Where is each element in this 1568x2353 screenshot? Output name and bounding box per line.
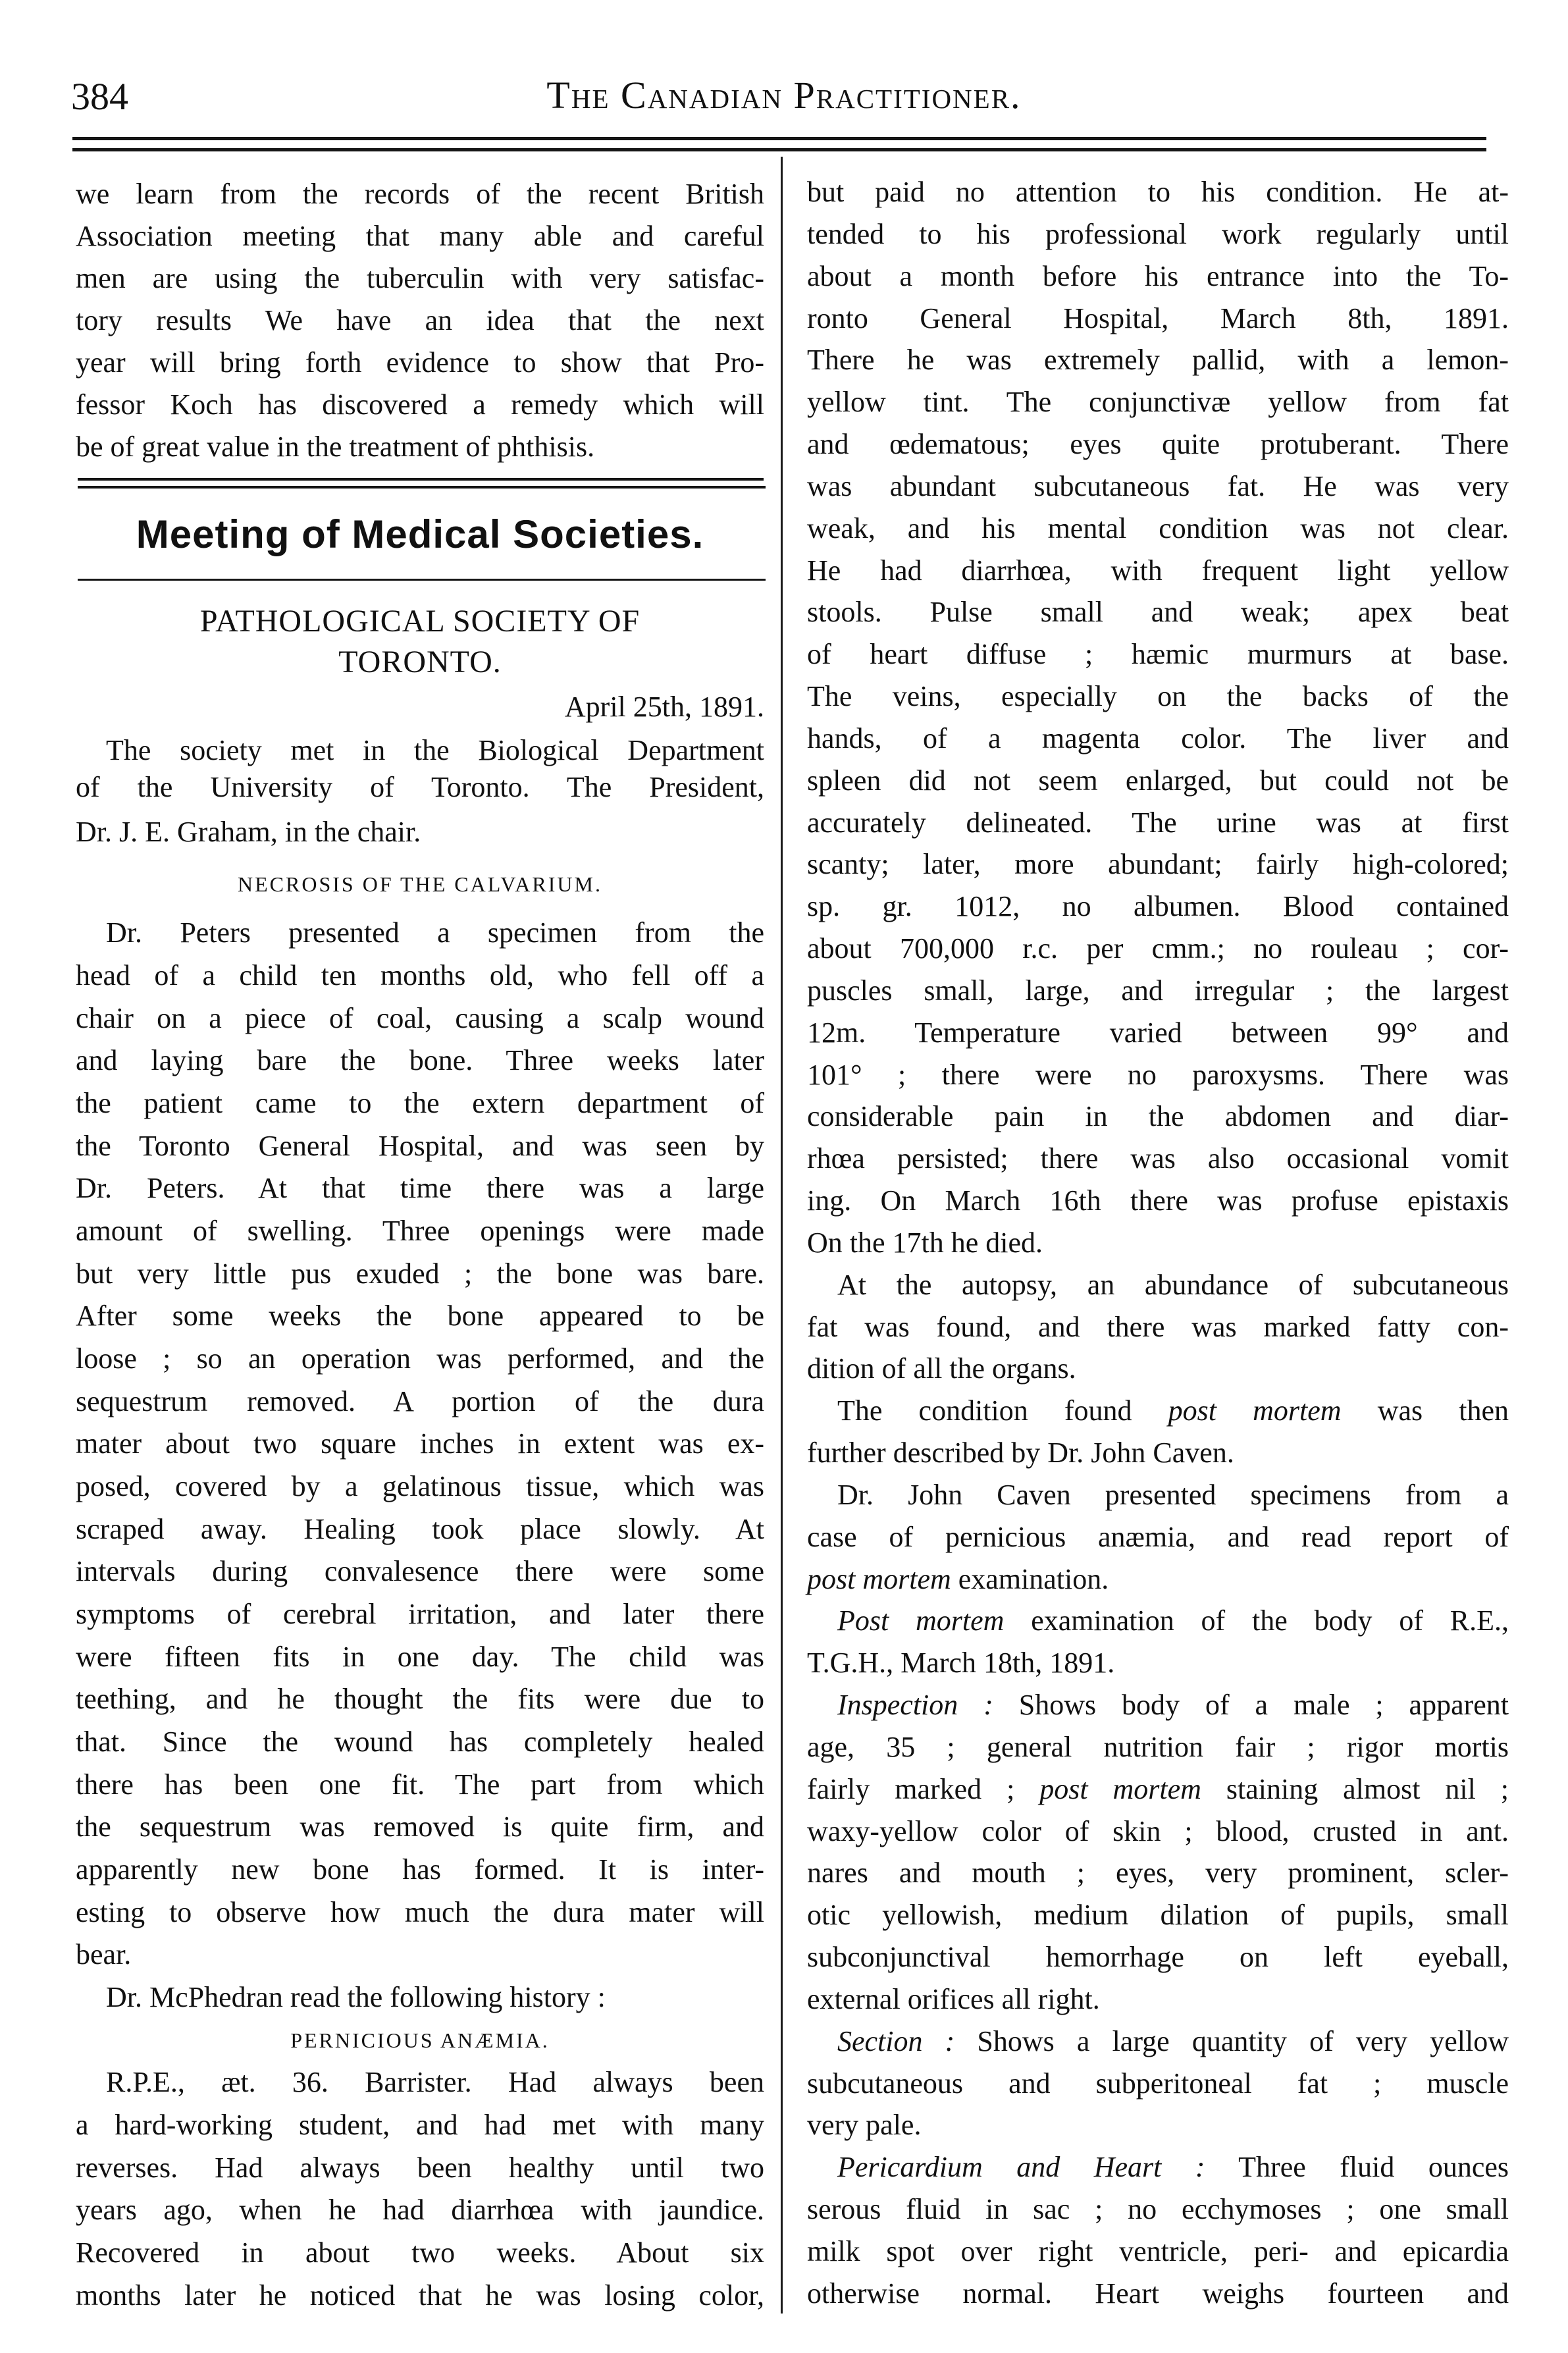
subheading-anaemia: PERNICIOUS ANÆMIA.	[290, 2028, 550, 2052]
inspection-label: Inspection :	[837, 1689, 993, 1721]
text-line: fat was found, and there was marked fatty con-	[807, 1311, 1509, 1343]
text-line: bear.	[76, 1938, 132, 1970]
text-line: tended to his professional work regularly until	[807, 218, 1509, 250]
text-line: we learn from the records of the recent British	[76, 178, 764, 210]
text-line: external orifices all right.	[807, 1983, 1100, 2015]
text-line: Dr. Peters. At that time there was a large	[76, 1172, 764, 1204]
text-line: but very little pus exuded ; the bone was bare.	[76, 1257, 764, 1290]
section-heading-rule	[78, 579, 766, 581]
text-line: The society met in the Biological Department	[106, 734, 764, 766]
text-line: sequestrum removed. A portion of the dura	[76, 1385, 764, 1417]
text-line: stools. Pulse small and weak; apex beat	[807, 596, 1509, 628]
text-line: Recovered in about two weeks. About six	[76, 2236, 764, 2269]
text-line: T.G.H., March 18th, 1891.	[807, 1647, 1115, 1679]
text-line: loose ; so an operation was performed, and the	[76, 1342, 764, 1375]
text-line: further described by Dr. John Caven.	[807, 1437, 1234, 1469]
text-line: spleen did not seem enlarged, but could not be	[807, 764, 1509, 797]
text-line: yellow tint. The conjunctivæ yellow from fat	[807, 386, 1509, 418]
text-run: Shows a large quantity of very yellow	[954, 2025, 1509, 2057]
text-line: reverses. Had always been healthy until two	[76, 2152, 764, 2184]
text-line: months later he noticed that he was losing color,	[76, 2279, 764, 2312]
text-line: rhœa persisted; there was also occasional vomit	[807, 1142, 1509, 1175]
column-divider	[781, 157, 783, 2313]
text-line: were fifteen fits in one day. The child was	[76, 1641, 764, 1673]
text-line: mater about two square inches in extent was ex-	[76, 1427, 764, 1460]
society-name-city: TORONTO.	[338, 645, 502, 679]
text-line: He had diarrhœa, with frequent light yellow	[807, 554, 1509, 587]
meeting-date: April 25th, 1891.	[564, 691, 764, 723]
text-line: and œdematous; eyes quite protuberant. There	[807, 428, 1509, 460]
header-double-rule-top	[72, 137, 1486, 140]
text-line: ing. On March 16th there was profuse epistaxis	[807, 1184, 1509, 1217]
text-line: Association meeting that many able and careful	[76, 220, 764, 252]
text-line: After some weeks the bone appeared to be	[76, 1300, 764, 1332]
text-line: milk spot over right ventricle, peri- and epicardia	[807, 2235, 1509, 2267]
text-line: case of pernicious anæmia, and read report of	[807, 1521, 1509, 1553]
italic-term: post mortem	[1168, 1394, 1342, 1427]
header-double-rule-bottom	[72, 148, 1486, 151]
text-line: age, 35 ; general nutrition fair ; rigor mortis	[807, 1731, 1509, 1763]
text-line: the patient came to the extern department of	[76, 1087, 764, 1119]
text-run: fairly marked ;	[807, 1773, 1040, 1805]
text-line: there has been one fit. The part from which	[76, 1768, 764, 1801]
text-line: considerable pain in the abdomen and diar-	[807, 1100, 1509, 1132]
mcphedran-intro: Dr. McPhedran read the following history :	[106, 1981, 606, 2013]
subheading-necrosis: NECROSIS OF THE CALVARIUM.	[238, 872, 602, 896]
text-line	[807, 1390, 1509, 1432]
pericardium-label: Pericardium and Heart :	[837, 2151, 1205, 2183]
text-line: hands, of a magenta color. The liver and	[807, 722, 1509, 754]
text-line: the Toronto General Hospital, and was seen by	[76, 1130, 764, 1162]
text-line: posed, covered by a gelatinous tissue, which was	[76, 1470, 764, 1502]
section-label: Section :	[837, 2025, 955, 2057]
text-line: apparently new bone has formed. It is inter-	[76, 1853, 764, 1886]
text-line: At the autopsy, an abundance of subcutaneous	[837, 1269, 1509, 1301]
text-run: The condition found	[837, 1394, 1168, 1427]
section-double-rule-top	[78, 478, 764, 481]
text-line: of heart diffuse ; hæmic murmurs at base.	[807, 638, 1509, 670]
text-run: staining almost nil ;	[1201, 1773, 1509, 1805]
text-line: about a month before his entrance into the To-	[807, 260, 1509, 292]
text-line	[807, 1558, 1509, 1600]
text-line: serous fluid in sac ; no ecchymoses ; one small	[807, 2193, 1509, 2225]
text-line: There he was extremely pallid, with a lemon-	[807, 344, 1509, 376]
text-line: sp. gr. 1012, no albumen. Blood contained	[807, 890, 1509, 922]
italic-term: post mortem	[1039, 1773, 1201, 1805]
text-line	[807, 1768, 1509, 1811]
text-line: years ago, when he had diarrhœa with jaundice.	[76, 2194, 764, 2226]
text-line: Dr. Peters presented a specimen from the	[106, 916, 764, 949]
text-line: about 700,000 r.c. per cmm.; no rouleau ; cor-	[807, 932, 1509, 965]
text-line: of the University of Toronto. The President,	[76, 771, 764, 803]
text-line	[807, 2146, 1509, 2188]
text-line: waxy-yellow color of skin ; blood, crusted in ant.	[807, 1815, 1509, 1847]
text-line: R.P.E., æt. 36. Barrister. Had always been	[106, 2066, 764, 2098]
text-line: On the 17th he died.	[807, 1227, 1043, 1259]
text-line: dition of all the organs.	[807, 1352, 1076, 1385]
text-line: otherwise normal. Heart weighs fourteen and	[807, 2277, 1509, 2310]
text-run: was then	[1341, 1394, 1509, 1427]
text-line: scraped away. Healing took place slowly. At	[76, 1513, 764, 1545]
text-line: tory results We have an idea that the next	[76, 304, 764, 336]
text-line: weak, and his mental condition was not clear.	[807, 512, 1509, 544]
section-heading: Meeting of Medical Societies.	[136, 512, 704, 556]
text-run: examination.	[951, 1563, 1109, 1595]
text-line: puscles small, large, and irregular ; the largest	[807, 974, 1509, 1007]
text-line: subcutaneous and subperitoneal fat ; muscle	[807, 2067, 1509, 2100]
text-line: The veins, especially on the backs of the	[807, 680, 1509, 712]
text-line: and laying bare the bone. Three weeks later	[76, 1044, 764, 1076]
text-line	[807, 2021, 1509, 2063]
section-double-rule-bottom	[78, 486, 766, 489]
text-line: amount of swelling. Three openings were made	[76, 1215, 764, 1247]
text-line: ronto General Hospital, March 8th, 1891.	[807, 302, 1509, 334]
text-line: a hard-working student, and had met with many	[76, 2109, 764, 2141]
text-line: esting to observe how much the dura mater will	[76, 1896, 764, 1928]
text-line: very pale.	[807, 2109, 922, 2141]
text-line: subconjunctival hemorrhage on left eyeball,	[807, 1941, 1509, 1973]
text-line: otic yellowish, medium dilation of pupils, small	[807, 1899, 1509, 1931]
text-line: chair on a piece of coal, causing a scalp wound	[76, 1002, 764, 1034]
text-line: was abundant subcutaneous fat. He was very	[807, 470, 1509, 502]
text-line	[807, 1600, 1509, 1642]
text-line: Dr. J. E. Graham, in the chair.	[76, 816, 421, 848]
text-line: 12m. Temperature varied between 99° and	[807, 1017, 1509, 1049]
text-line: 101° ; there were no paroxysms. There was	[807, 1059, 1509, 1091]
text-line: accurately delineated. The urine was at first	[807, 806, 1509, 839]
text-line: symptoms of cerebral irritation, and later there	[76, 1598, 764, 1630]
text-line: head of a child ten months old, who fell off a	[76, 959, 764, 991]
text-line: men are using the tuberculin with very satisfac-	[76, 262, 764, 294]
text-line: be of great value in the treatment of phthisis.	[76, 431, 595, 463]
text-line: year will bring forth evidence to show that Pro-	[76, 346, 764, 379]
text-run: Shows body of a male ; apparent	[993, 1689, 1509, 1721]
text-line: the sequestrum was removed is quite firm, and	[76, 1811, 764, 1843]
text-line: teething, and he thought the fits were due to	[76, 1683, 764, 1715]
text-line: fessor Koch has discovered a remedy which will	[76, 388, 764, 421]
text-line: but paid no attention to his condition. He at-	[807, 176, 1509, 208]
italic-term: Post mortem	[837, 1604, 1005, 1637]
society-name: PATHOLOGICAL SOCIETY OF	[199, 604, 640, 639]
text-line: intervals during convalesence there were some	[76, 1555, 764, 1587]
page-number: 384	[71, 75, 128, 118]
text-run: examination of the body of R.E.,	[1004, 1604, 1509, 1637]
text-line: scanty; later, more abundant; fairly high-colored;	[807, 848, 1509, 880]
text-run: Three fluid ounces	[1205, 2151, 1509, 2183]
text-line	[807, 1684, 1509, 1726]
text-line: Dr. John Caven presented specimens from a	[837, 1479, 1509, 1511]
text-line: that. Since the wound has completely healed	[76, 1726, 764, 1758]
running-title: The Canadian Practitioner.	[546, 74, 1022, 117]
italic-term: post mortem	[807, 1563, 951, 1595]
text-line: nares and mouth ; eyes, very prominent, scler-	[807, 1857, 1509, 1889]
